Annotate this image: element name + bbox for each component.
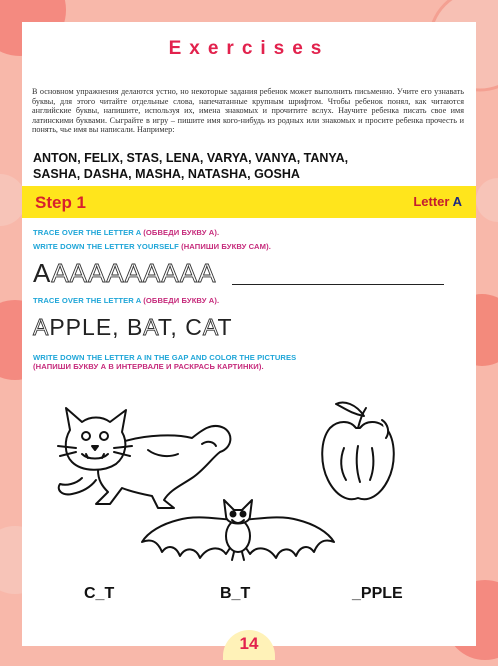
instruction-trace-2-en: TRACE OVER THE LETTER A [33, 296, 142, 305]
intro-paragraph: В основном упражнения делаются устно, но некоторые задания ребенок может выполнить письменно. Учите его узнавать буквы, для этого читайте отдельные слова, напечатанные крупным шрифтом. Чтобы ребенок понял, как читаются английские буквы, напишите, используя их, имена знакомых и прочитите вслух. Научите ребенка писать свое имя латинскими буквами. Сыграйте в игру – пишите имя кого-нибудь из родных или знакомых и просите ребенка прочесть и понять, чье имя вы написали. Например: [32, 87, 464, 135]
word-part-2: T, C [157, 314, 203, 340]
trace-letter-row [33, 258, 216, 289]
letter-value: A [452, 194, 462, 209]
names-line-1: ANTON, FELIX, STAS, LENA, VARYA, VANYA, TANYA, [33, 151, 349, 165]
trace-words [33, 314, 233, 341]
solid-letter: A [33, 258, 52, 288]
instruction-trace-2-ru: (ОБВЕДИ БУКВУ А). [143, 296, 220, 305]
instruction-trace-1-ru: (ОБВЕДИ БУКВУ А). [143, 228, 220, 237]
names-line-2: SASHA, DASHA, MASHA, NATASHA, GOSHA [33, 167, 300, 181]
letter-heading [413, 194, 462, 209]
gap-word-cat[interactable]: C_T [84, 585, 115, 602]
instruction-gap [33, 353, 296, 371]
gap-word-apple[interactable]: _PPLE [352, 585, 403, 602]
writing-line[interactable] [232, 284, 444, 285]
step-label: Step 1 [35, 193, 87, 212]
instruction-trace-1-en: TRACE OVER THE LETTER A [33, 228, 142, 237]
instruction-gap-en: WRITE DOWN THE LETTER A IN THE GAP AND COLOR THE PICTURES [33, 353, 297, 362]
instruction-trace-1 [33, 228, 219, 237]
dotted-a-1: A [33, 314, 50, 340]
step-bar [22, 186, 476, 218]
names-list [33, 150, 473, 182]
page-title: Exercises [168, 38, 330, 59]
instruction-write-ru: (НАПИШИ БУКВУ САМ). [181, 242, 271, 251]
gap-word-bat[interactable]: B_T [220, 585, 251, 602]
instruction-write-en: WRITE DOWN THE LETTER YOURSELF [33, 242, 179, 251]
word-part-1: PPLE, B [49, 314, 144, 340]
dotted-a-3: A [202, 314, 218, 340]
page-number: 14 [223, 630, 275, 660]
word-part-3: T [217, 314, 233, 340]
instruction-gap-ru: (НАПИШИ БУКВУ А В ИНТЕРВАЛЕ И РАСКРАСЬ КАРТИНКИ). [33, 362, 264, 371]
letter-word: Letter [413, 194, 450, 209]
dotted-letters: AAAAAAAAA [51, 258, 217, 288]
dotted-a-2: A [143, 314, 158, 340]
instruction-trace-2 [33, 296, 219, 305]
instruction-write [33, 242, 271, 251]
bat-picture [138, 480, 338, 580]
